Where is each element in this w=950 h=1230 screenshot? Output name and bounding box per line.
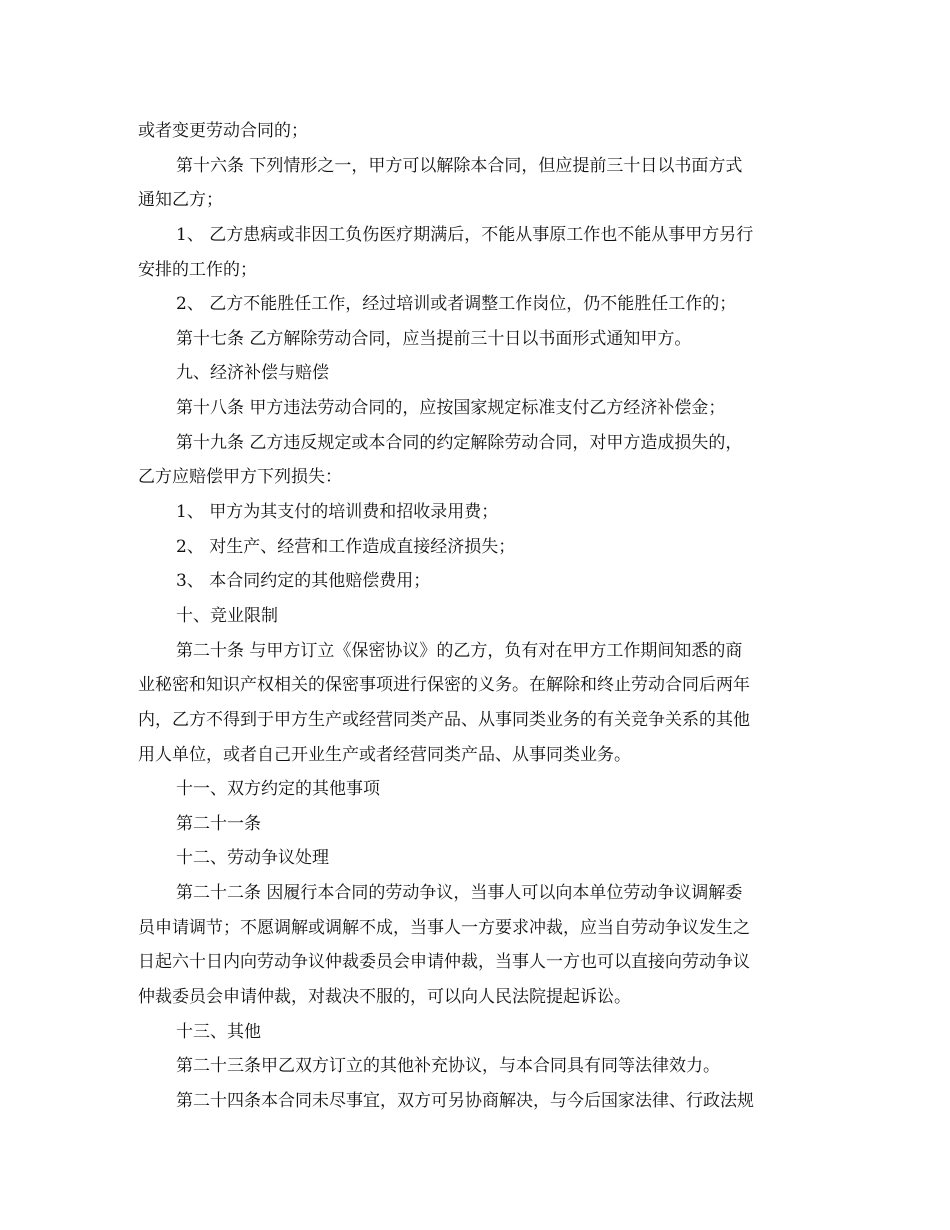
document-line: 第十八条 甲方违法劳动合同的，应按国家规定标准支付乙方经济补偿金； (176, 398, 726, 419)
document-line: 九、经济补偿与赔偿 (176, 363, 329, 384)
document-line: 安排的工作的； (138, 259, 257, 280)
document-line: 乙方应赔偿甲方下列损失： (138, 467, 342, 488)
document-line: 十一、双方约定的其他事项 (176, 779, 380, 800)
document-line: 2、 乙方不能胜任工作，经过培训或者调整工作岗位，仍不能胜任工作的； (176, 294, 737, 315)
document-line: 第十七条 乙方解除劳动合同，应当提前三十日以书面形式通知甲方。 (176, 328, 692, 349)
document-line: 2、 对生产、经营和工作造成直接经济损失； (176, 536, 516, 557)
document-line: 第二十三条甲乙双方订立的其他补充协议，与本合同具有同等法律效力。 (176, 1056, 720, 1077)
document-line: 员申请调节；不愿调解或调解不成，当事人一方要求冲裁，应当自劳动争议发生之 (138, 917, 750, 938)
document-line: 业秘密和知识产权相关的保密事项进行保密的义务。在解除和终止劳动合同后两年 (138, 675, 750, 696)
document-line: 十、竞业限制 (176, 605, 278, 626)
document-line: 第二十条 与甲方订立《保密协议》的乙方，负有对在甲方工作期间知悉的商 (176, 640, 743, 661)
document-line: 第二十四条本合同未尽事宜，双方可另协商解决，与今后国家法律、行政法规 (176, 1090, 754, 1111)
document-line: 日起六十日内向劳动争议仲裁委员会申请仲裁，当事人一方也可以直接向劳动争议 (138, 952, 750, 973)
document-line: 1、 乙方患病或非因工负伤医疗期满后，不能从事原工作也不能从事甲方另行 (176, 224, 754, 245)
document-line: 内，乙方不得到于甲方生产或经营同类产品、从事同类业务的有关竞争关系的其他 (138, 709, 750, 730)
document-line: 第十六条 下列情形之一，甲方可以解除本合同，但应提前三十日以书面方式 (176, 155, 743, 176)
document-line: 通知乙方； (138, 190, 223, 211)
document-line: 或者变更劳动合同的； (138, 121, 308, 141)
document-line: 第二十一条 (176, 813, 261, 834)
document-line: 第二十二条 因履行本合同的劳动争议，当事人可以向本单位劳动争议调解委 (176, 883, 743, 904)
document-line: 1、 甲方为其支付的培训费和招收录用费； (176, 502, 499, 523)
document-line: 用人单位，或者自己开业生产或者经营同类产品、从事同类业务。 (138, 744, 631, 765)
document-body (138, 114, 818, 1119)
document-line: 十二、劳动争议处理 (176, 848, 329, 869)
document-line: 十三、其他 (176, 1021, 261, 1042)
document-line: 3、 本合同约定的其他赔偿费用； (176, 571, 431, 592)
document-line: 第十九条 乙方违反规定或本合同的约定解除劳动合同，对甲方造成损失的， (176, 432, 743, 453)
document-line: 仲裁委员会申请仲裁，对裁决不服的，可以向人民法院提起诉讼。 (138, 987, 631, 1008)
